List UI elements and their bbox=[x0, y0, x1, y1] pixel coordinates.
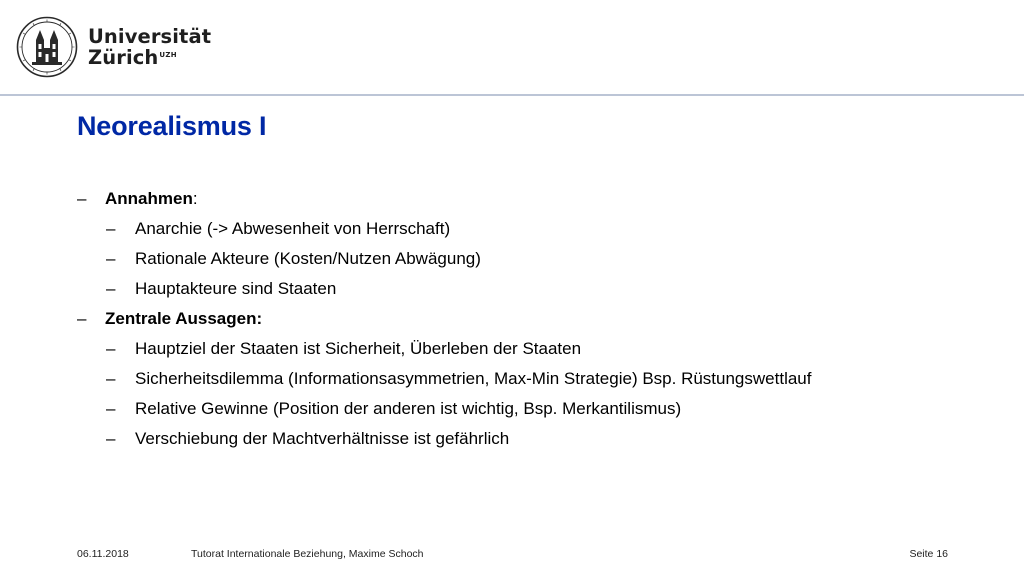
bullet-text: Rationale Akteure (Kosten/Nutzen Abwägung) bbox=[135, 249, 481, 268]
footer-date: 06.11.2018 bbox=[77, 548, 129, 560]
bullet-dash: – bbox=[77, 309, 87, 328]
sub-bullet-item bbox=[77, 394, 977, 424]
bullet-dash: – bbox=[106, 219, 116, 238]
sub-bullet-item bbox=[77, 244, 977, 274]
bullet-text: Hauptakteure sind Staaten bbox=[135, 279, 337, 298]
bullet-suffix: : bbox=[192, 189, 198, 208]
bullet-dash: – bbox=[106, 279, 116, 298]
bullet-text: Anarchie (-> Abwesenheit von Herrschaft) bbox=[135, 219, 451, 238]
sub-bullet-item bbox=[77, 334, 977, 364]
sub-bullet-item bbox=[77, 364, 977, 394]
logo-line-2 bbox=[88, 47, 211, 68]
bullet-dash: – bbox=[106, 249, 116, 268]
sub-bullet-item bbox=[77, 424, 977, 454]
university-wordmark bbox=[88, 26, 211, 68]
bullet-dash: – bbox=[77, 189, 87, 208]
slide-bullet-list bbox=[77, 184, 977, 454]
bullet-text: Sicherheitsdilemma (Informationsasymmetrien, Max-Min Strategie) Bsp. Rüstungswettlauf bbox=[135, 369, 812, 388]
bullet-text: Relative Gewinne (Position der anderen ist wichtig, Bsp. Merkantilismus) bbox=[135, 399, 682, 418]
logo-line-1: Universität bbox=[88, 24, 212, 48]
bullet-text: Zentrale Aussagen: bbox=[105, 309, 263, 328]
footer-caption: Tutorat Internationale Beziehung, Maxime Schoch bbox=[191, 548, 424, 560]
page-number: Seite 16 bbox=[909, 548, 948, 560]
bullet-item bbox=[77, 184, 977, 214]
bullet-text: Verschiebung der Machtverhältnisse ist gefährlich bbox=[135, 429, 510, 448]
sub-bullet-item bbox=[77, 214, 977, 244]
bullet-text: Hauptziel der Staaten ist Sicherheit, Überleben der Staaten bbox=[135, 339, 582, 358]
bullet-dash: – bbox=[106, 429, 116, 448]
sub-bullet-item bbox=[77, 274, 977, 304]
bullet-item bbox=[77, 304, 977, 334]
bullet-dash: – bbox=[106, 399, 116, 418]
bullet-dash: – bbox=[106, 369, 116, 388]
bullet-text: Annahmen bbox=[105, 189, 193, 208]
university-logo bbox=[16, 14, 211, 80]
university-seal-icon bbox=[16, 16, 78, 78]
header-divider bbox=[0, 94, 1024, 96]
slide-title: Neorealismus I bbox=[77, 111, 267, 141]
bullet-dash: – bbox=[106, 339, 116, 358]
logo-superscript: UZH bbox=[159, 50, 177, 59]
logo-line-2-text: Zürich bbox=[88, 46, 159, 69]
